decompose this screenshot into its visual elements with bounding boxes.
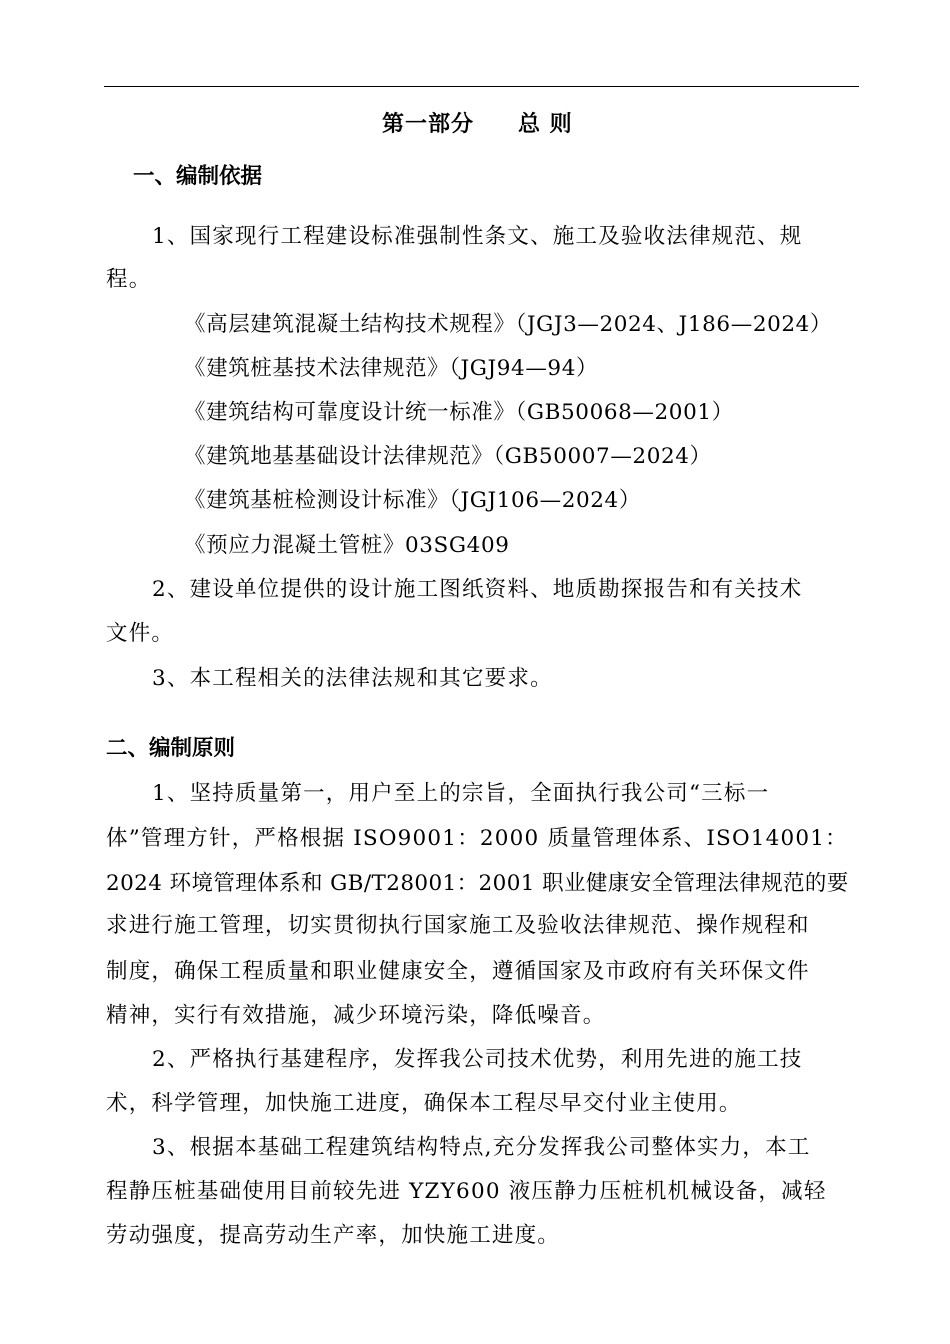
title-name: 总 则: [518, 111, 573, 137]
principle-1-line: 求进行施工管理，切实贯彻执行国家施工及验收法律规范、操作规程和: [106, 913, 810, 938]
principle-1-line: 2024 环境管理体系和 GB/T28001：2001 职业健康安全管理法律规范的要: [106, 871, 849, 896]
basis-item-3: 3、本工程相关的法律法规和其它要求。: [152, 666, 553, 691]
principle-2-line: 术，科学管理，加快施工进度，确保本工程尽早交付业主使用。: [106, 1091, 742, 1116]
basis-item-1-line-2: 程。: [106, 267, 152, 292]
title-part: 第一部分: [382, 111, 475, 137]
page-title: [382, 113, 573, 135]
reference-item: 《建筑结构可靠度设计统一标准》（GB50068—2001）: [184, 400, 734, 425]
reference-item: 《建筑基桩检测设计标准》（JGJ106—2024）: [184, 488, 641, 513]
header-rule: [104, 86, 859, 87]
section-heading-basis: 一、编制依据: [133, 164, 263, 189]
section-heading-principles: 二、编制原则: [106, 736, 236, 761]
principle-3-line: 劳动强度，提高劳动生产率，加快施工进度。: [106, 1223, 561, 1248]
basis-item-1-line-1: 1、国家现行工程建设标准强制性条文、施工及验收法律规范、规: [152, 224, 803, 249]
reference-item: 《高层建筑混凝土结构技术规程》（JGJ3—2024、J186—2024）: [184, 312, 833, 337]
principle-2-line: 2、严格执行基建程序，发挥我公司技术优势，利用先进的施工技: [152, 1047, 803, 1072]
principle-3-line: 程静压桩基础使用目前较先进 YZY600 液压静力压桩机机械设备，减轻: [106, 1179, 827, 1204]
principle-1-line: 精神，实行有效措施，减少环境污染，降低噪音。: [106, 1003, 606, 1028]
basis-item-2-line-2: 文件。: [106, 621, 175, 646]
principle-1-line: 体”管理方针，严格根据 ISO9001：2000 质量管理体系、ISO14001：: [106, 826, 848, 851]
basis-item-2-line-1: 2、建设单位提供的设计施工图纸资料、地质勘探报告和有关技术: [152, 577, 803, 602]
reference-item: 《预应力混凝土管桩》03SG409: [184, 533, 510, 558]
reference-item: 《建筑地基基础设计法律规范》（GB50007—2024）: [184, 444, 712, 469]
principle-1-line: 制度，确保工程质量和职业健康安全，遵循国家及市政府有关环保文件: [106, 959, 810, 984]
principle-1-line: 1、坚持质量第一，用户至上的宗旨，全面执行我公司“三标一: [152, 781, 770, 806]
reference-item: 《建筑桩基技术法律规范》（JGJ94—94）: [184, 356, 599, 381]
principle-3-line: 3、根据本基础工程建筑结构特点,充分发挥我公司整体实力，本工: [152, 1135, 811, 1160]
